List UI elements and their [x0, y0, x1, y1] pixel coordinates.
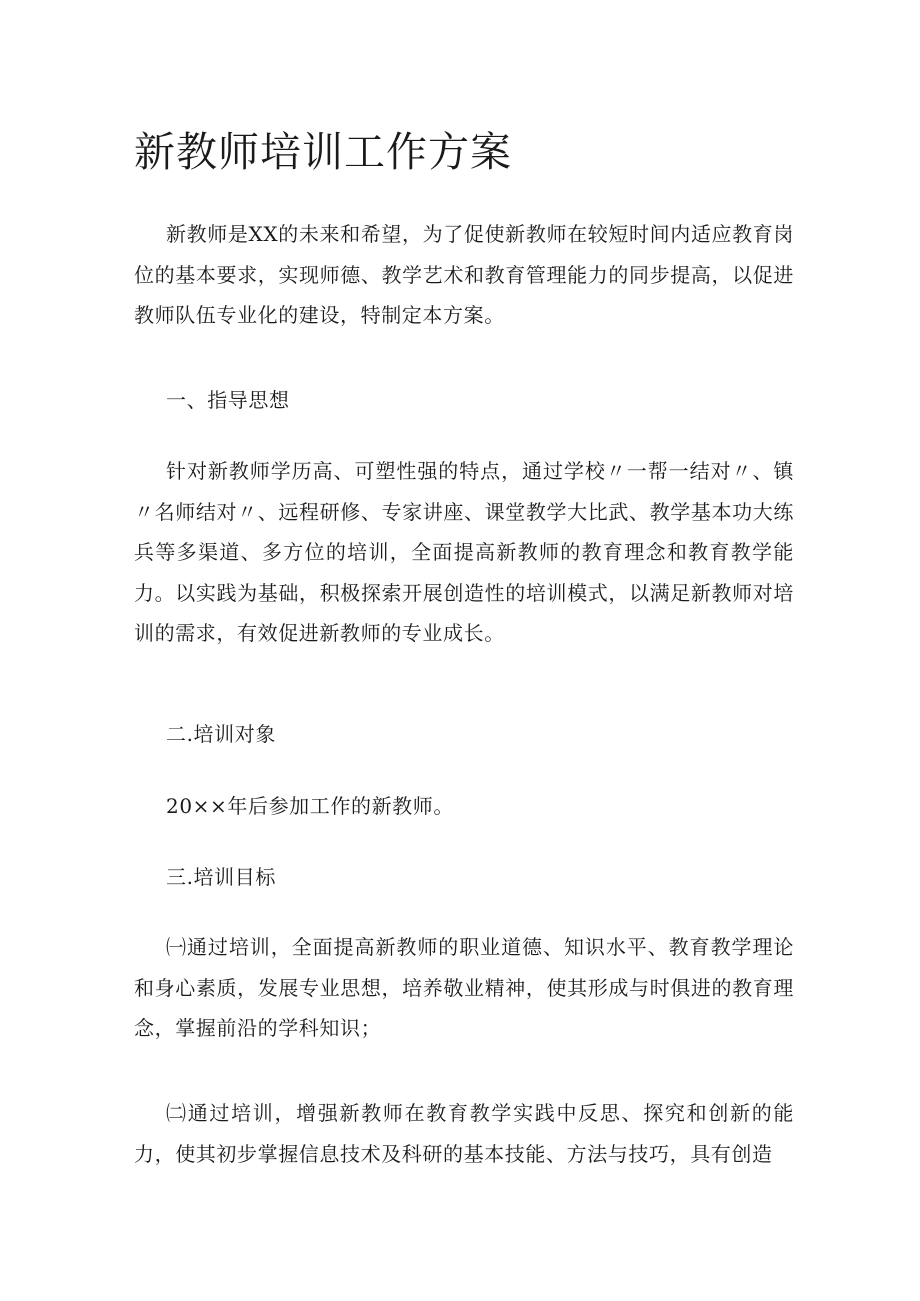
training-goal-item-1: ㈠通过培训，全面提高新教师的职业道德、知识水平、教育教学理论和身心素质，发展专业思想，培养敬业精神，使其形成与时俱进的教育理念，掌握前沿的学科知识； [134, 935, 794, 1040]
section-heading-guiding-ideology: 一、指导思想 [166, 388, 290, 412]
section-heading-training-target-group: 二.培训对象 [166, 722, 276, 746]
training-goal-item-2: ㈡通过培训，增强新教师在教育教学实践中反思、探究和创新的能力，使其初步掌握信息技术及科研的基本技能、方法与技巧，具有创造 [134, 1101, 794, 1166]
section-body-training-target-group: 20××年后参加工作的新教师。 [166, 794, 454, 818]
section-heading-training-goals: 三.培训目标 [166, 865, 276, 889]
section-body-guiding-ideology: 针对新教师学历高、可塑性强的特点，通过学校〃一帮一结对〃、镇〃名师结对〃、远程研修、专家讲座、课堂教学大比武、教学基本功大练兵等多渠道、多方位的培训，全面提高新教师的教育理念和教育教学能力。以实践为基础，积极探索开展创造性的培训模式，以满足新教师对培训的需求，有效促进新教师的专业成长。 [134, 459, 794, 645]
intro-paragraph: 新教师是XX的未来和希望，为了促使新教师在较短时间内适应教育岗位的基本要求，实现师德、教学艺术和教育管理能力的同步提高，以促进教师队伍专业化的建设，特制定本方案。 [134, 222, 794, 327]
document-title: 新教师培训工作方案 [134, 128, 512, 176]
